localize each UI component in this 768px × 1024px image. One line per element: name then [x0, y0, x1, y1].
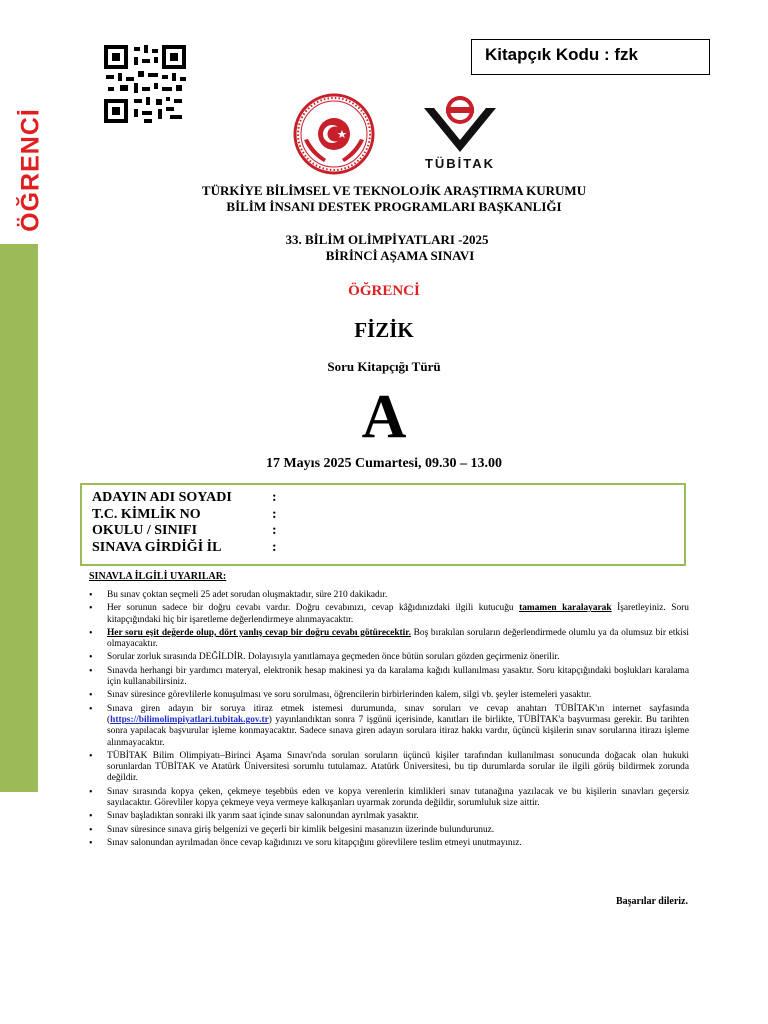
org-line-1: TÜRKİYE BİLİMSEL VE TEKNOLOJİK ARAŞTIRMA KURUMU — [201, 183, 587, 198]
rule-text: ) yayınlandıktan sonra 7 işgünü içerisinde, kanıtları ile birlikte, TÜBİTAK'a başvurması gerekir. Bu tarihten sonra yapılacak başvurular işleme konmayacaktır. Sadece sınava giren adayın sorulara itiraz hakkı vardır, üçüncü kişilerin sınav sorularına itirazı işleme alınmayacaktır. — [107, 714, 689, 748]
exam-date: 17 Mayıs 2025 Cumartesi, 09.30 – 13.00 — [265, 456, 503, 471]
rule-text: Sınav başladıktan sonraki ilk yarım saat içinde sınav salonundan ayrılmak yasaktır. — [107, 811, 419, 822]
rule-text: Sınava giren adayın bir soruya itiraz etmek istemesi durumunda, sınav soruları ve cevap anahtarı TÜBİTAK'ın internet sayfasında ( — [107, 703, 689, 725]
rule-text: Boş bırakılan soruların değerlendirmede olumlu ya da olumsuz bir etkisi olmayacaktır. — [107, 627, 689, 650]
rule-text: Sınav süresince sınava giriş belgenizi ve geçerli bir kimlik belgesini masanızın üzerinde bulundurunuz. — [107, 824, 495, 835]
side-role-label — [18, 100, 44, 240]
candidate-field-name[interactable] — [92, 490, 684, 507]
rules-list — [89, 590, 689, 851]
field-separator: : — [272, 523, 277, 538]
rule-text: Sınav sırasında kopya çeken, çekmeye teşebbüs eden ve kopya verenlerin kimlikleri sınav tutanağına yazılacak ve bu kişilerin sınavları geçersiz sayılacaktır. Görevliler kopya çekmeye veya vermeye kalkışanları uyarmak zorunda değildir, sorumluluk size aittir. — [107, 786, 689, 809]
field-label: T.C. KİMLİK NO — [92, 506, 201, 522]
tubitak-logo — [424, 90, 496, 172]
tubitak-logo-text: TÜBİTAK — [424, 156, 496, 171]
field-label: ADAYIN ADI SOYADI — [92, 490, 232, 505]
rule-text: TÜBİTAK Bilim Olimpiyatı–Birinci Aşama Sınavı'nda sorulan soruların üçüncü kişiler tarafından kullanılması sonucunda doğacak olan hukuki sorunlardan TÜBİTAK ve Atatürk Üniversitesi sorumlu tutulamaz. Atatürk Üniversitesi, bu tip durumlarda sorular ile ilgili görüş bildirmek zorunda değildir. — [107, 750, 689, 784]
field-separator: : — [272, 539, 277, 555]
ministry-seal-icon — [292, 92, 376, 176]
rule-item — [89, 787, 689, 810]
rule-text: Sınavda herhangi bir yardımcı materyal, elektronik hesap makinesi ya da karalama kağıdı kullanılması yasaktır. Soru kitapçığındaki boşlukları karalama için kullanabilirsiniz. — [107, 665, 689, 688]
closing-note: Başarılar dileriz. — [615, 896, 688, 907]
rule-item — [89, 590, 689, 601]
rule-item — [89, 825, 689, 836]
rule-item — [89, 811, 689, 822]
rule-emphasis: Her soru eşit değerde olup, dört yanlış cevap bir doğru cevabı götürecektir. — [107, 627, 411, 638]
rule-text: Sınav salonundan ayrılmadan önce cevap kağıdınızı ve soru kitapçığını görevlilere teslim etmeyi unutmayınız. — [107, 837, 522, 848]
field-label: SINAVA GİRDİĞİ İL — [92, 539, 222, 555]
qr-code-icon — [104, 45, 186, 123]
booklet-letter: A — [361, 383, 407, 451]
rule-item — [89, 603, 689, 626]
rule-item — [89, 751, 689, 785]
candidate-field-school[interactable] — [92, 523, 684, 540]
field-separator: : — [272, 490, 277, 505]
rule-item — [89, 704, 689, 749]
role-title: ÖĞRENCİ — [348, 283, 420, 299]
rule-item — [89, 652, 689, 663]
subject-title: FİZİK — [354, 318, 414, 342]
olympiad-website-link[interactable]: https://bilimolimpiyatlari.tubitak.gov.tr — [110, 714, 269, 725]
booklet-code-text: Kitapçık Kodu : fzk — [485, 45, 639, 64]
rule-emphasis: tamamen karalayarak — [519, 603, 612, 614]
candidate-field-id[interactable] — [92, 507, 684, 524]
field-separator: : — [272, 506, 277, 522]
candidate-field-city[interactable] — [92, 540, 684, 557]
rule-item — [89, 628, 689, 651]
warnings-title: SINAVLA İLGİLİ UYARILAR: — [89, 571, 227, 582]
rule-text: İşaretleyiniz. Soru kitapçığındaki hiç bir işaretleme değerlendirmeye alınmayacaktır. — [107, 603, 689, 625]
rule-item — [89, 690, 689, 701]
candidate-info-box — [80, 483, 686, 566]
side-role-text: ÖĞRENCİ — [16, 108, 45, 232]
rule-text: Her sorunun sadece bir doğru cevabı vardır. Doğru cevabınızı, cevap kâğıdınızdaki ilgili kutucuğu — [107, 603, 520, 614]
booklet-type-label: Soru Kitapçığı Türü — [327, 359, 441, 374]
exam-line-1: 33. BİLİM OLİMPİYATLARI -2025 — [285, 232, 489, 247]
rule-text: Sınav süresince görevlilerle konuşulması ve soru sorulması, öğrencilerin birbirlerinden kalem, silgi vb. şeyler istemeleri yasaktır. — [107, 690, 592, 701]
booklet-code-box — [471, 39, 710, 75]
rule-item — [89, 666, 689, 689]
rule-text: Bu sınav çoktan seçmeli 25 adet sorudan oluşmaktadır, süre 210 dakikadır. — [107, 590, 388, 600]
field-label: OKULU / SINIFI — [92, 523, 198, 538]
rule-text: Sorular zorluk sırasında DEĞİLDİR. Dolayısıyla yanıtlamaya geçmeden önce bütün soruları gözden geçirmeniz önerilir. — [107, 652, 560, 663]
rule-item — [89, 838, 689, 849]
exam-line-2: BİRİNCİ AŞAMA SINAVI — [325, 248, 475, 263]
org-line-2: BİLİM İNSANI DESTEK PROGRAMLARI BAŞKANLIĞI — [226, 199, 562, 214]
